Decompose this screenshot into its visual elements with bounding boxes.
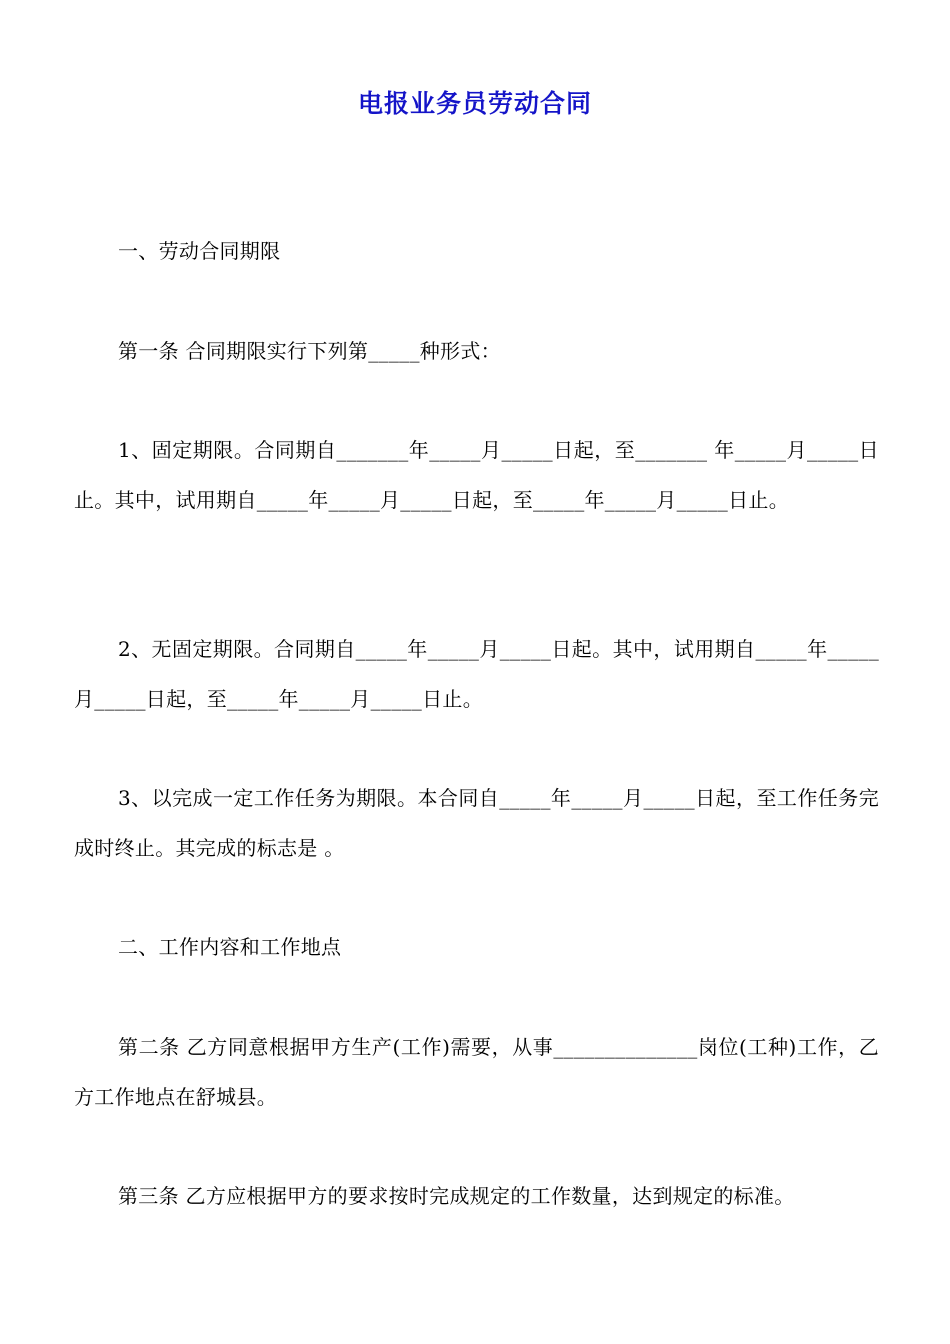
clause-open-term: 2、无固定期限。合同期自_____年_____月_____日起。其中，试用期自_____年_____月_____日起，至_____年_____月_____日止。 xyxy=(74,637,879,711)
article-1: 第一条 合同期限实行下列第_____种形式： xyxy=(118,339,501,363)
clause-task-term: 3、以完成一定工作任务为期限。本合同自_____年_____月_____日起，至工作任务完成时终止。其完成的标志是 。 xyxy=(74,786,879,860)
article-2: 第二条 乙方同意根据甲方生产(工作)需要，从事______________岗位(工种)工作，乙方工作地点在舒城县。 xyxy=(74,1035,879,1109)
section-heading-work: 二、工作内容和工作地点 xyxy=(118,935,342,959)
section-heading-term: 一、劳动合同期限 xyxy=(118,239,281,263)
clause-fixed-term: 1、固定期限。合同期自_______年_____月_____日起，至_______ 年_____月_____日止。其中，试用期自_____年_____月_____日起，至_____年_____月_____日止。 xyxy=(74,438,879,512)
document-title: 电报业务员劳动合同 xyxy=(357,89,592,118)
article-3: 第三条 乙方应根据甲方的要求按时完成规定的工作数量，达到规定的标准。 xyxy=(118,1184,795,1208)
